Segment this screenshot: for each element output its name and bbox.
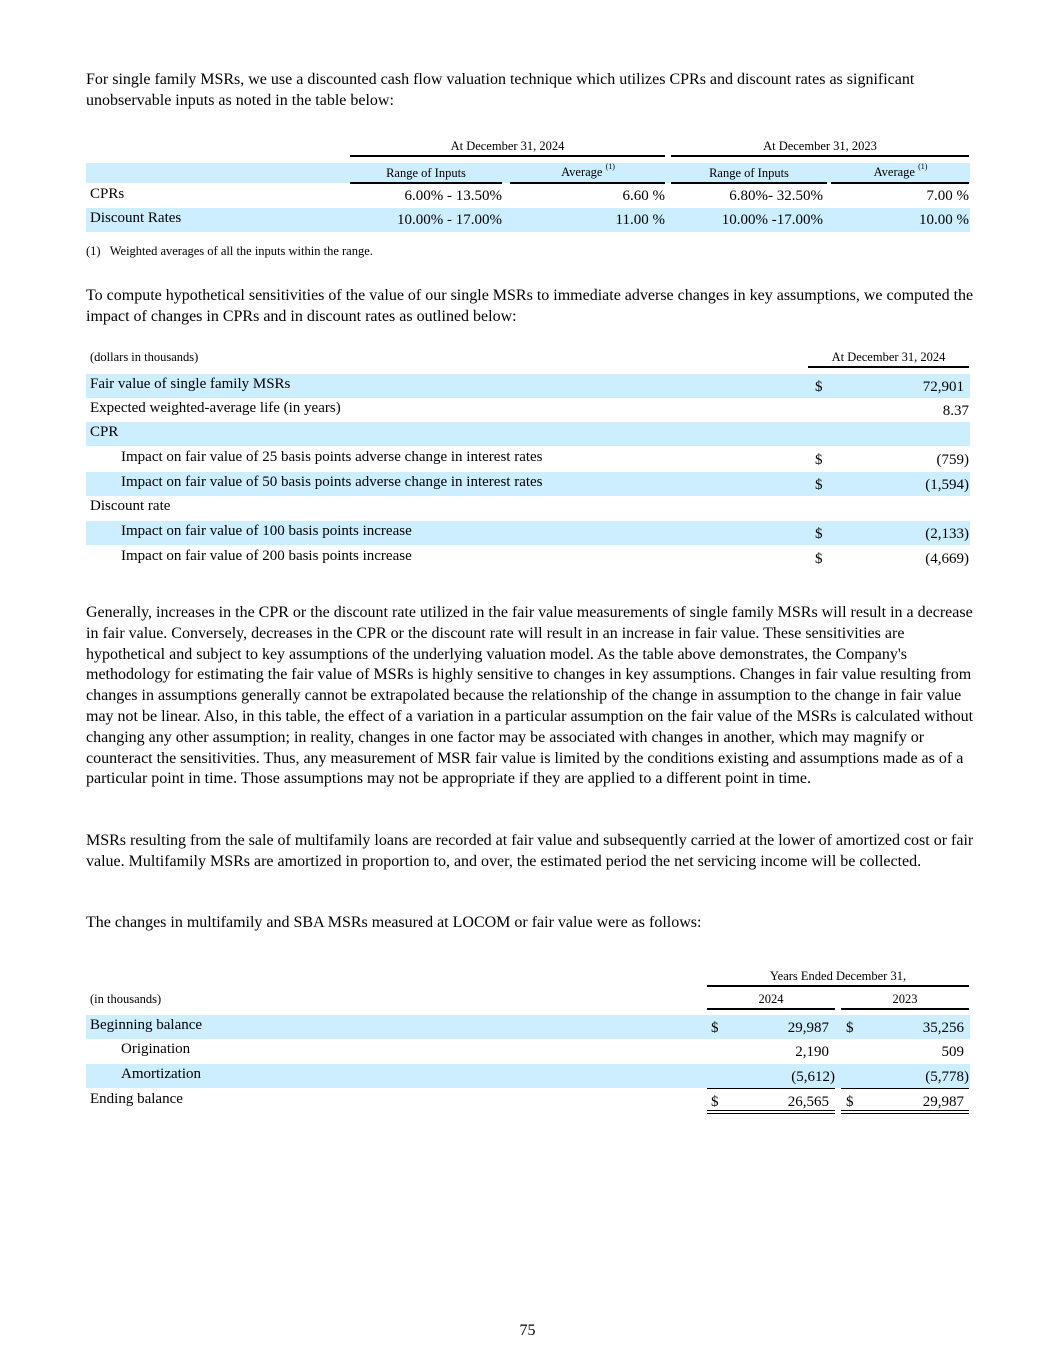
col-range-2024: Range of Inputs xyxy=(386,166,466,180)
currency-symbol: $ xyxy=(815,551,823,567)
general-paragraph: Generally, increases in the CPR or the discount rate utilized in the fair value measurements of single family MSRs will result in a decrease in fair value. Conversely, decreases in the CPR or the discount rate will result in an increase in fair value. These sensitivities are hypothetical and subject to key assumptions of the underlying valuation model. As the table above demonstrates, the Company's methodology for estimating the fair value of MSRs is highly sensitive to changes in key assumptions. Changes in fair value resulting from changes in assumptions generally cannot be extrapolated because the relationship of the change in assumption to the change in fair value may not be linear. Also, in this table, the effect of a variation in a particular assumption on the fair value of the MSRs is calculated without changing any other assumption; in reality, changes in one factor may be associated with changes in another, which may magnify or counteract the sensitivities. Thus, any measurement of MSR fair value is limited by the conditions existing and assumptions made as of a particular point in time. Those assumptions may not be appropriate if they are applied to a different point in time. xyxy=(86,604,974,788)
average-2023: 7.00 % xyxy=(926,188,969,204)
table-row xyxy=(86,472,970,496)
row-value: (4,669) xyxy=(925,551,969,567)
column-header: At December 31, 2024 xyxy=(831,350,946,364)
table-row xyxy=(86,1064,970,1088)
col-average-2023: Average $^{(1)}$ xyxy=(873,162,928,179)
value-2024: 29,987 xyxy=(787,1020,829,1036)
range-2024: 6.00% - 13.50% xyxy=(404,188,502,204)
row-label: Impact on fair value of 100 basis points increase xyxy=(121,523,412,539)
footnote: (1) Weighted averages of all the inputs within the range. xyxy=(86,244,373,258)
page-number: 75 xyxy=(519,1322,536,1339)
column-header-row xyxy=(86,163,970,183)
row-label: Expected weighted-average life (in years) xyxy=(90,400,341,416)
average-2023: 10.00 % xyxy=(919,212,969,228)
currency-symbol: $ xyxy=(815,379,823,395)
period-header: Years Ended December 31, xyxy=(769,969,907,983)
col-average-2024: Average $^{(1)}$ xyxy=(561,162,615,179)
value-2024: 26,565 xyxy=(787,1094,829,1110)
table-row xyxy=(86,184,970,208)
row-label: CPRs xyxy=(90,186,125,202)
table-row xyxy=(86,374,970,398)
row-label: Amortization xyxy=(121,1066,201,1082)
section-label: Discount rate xyxy=(90,498,171,514)
range-2023: 6.80%- 32.50% xyxy=(729,188,823,204)
header-rule xyxy=(808,366,969,368)
currency-symbol: $ xyxy=(711,1020,719,1036)
header-rule xyxy=(671,155,969,157)
multifamily-paragraph: MSRs resulting from the sale of multifamily loans are recorded at fair value and subsequently carried at the lower of amortized cost or fair value. Multifamily MSRs are amortized in proportion to, and over, the estimated period the net servicing income will be collected. xyxy=(86,832,974,870)
value-2023: 35,256 xyxy=(922,1020,964,1036)
intro-paragraph: For single family MSRs, we use a discounted cash flow valuation technique which utilizes CPRs and discount rates as significant unobservable inputs as noted in the table below: xyxy=(86,71,915,109)
row-value: (1,594) xyxy=(925,477,969,493)
table-row xyxy=(86,208,970,232)
row-value: 8.37 xyxy=(942,403,969,419)
row-value: (759) xyxy=(936,452,969,468)
header-rule xyxy=(707,985,969,987)
total-rule xyxy=(707,1110,835,1111)
total-rule xyxy=(841,1113,969,1114)
range-2024: 10.00% - 17.00% xyxy=(397,212,502,228)
table-row xyxy=(86,1039,970,1063)
range-2023: 10.00% -17.00% xyxy=(721,212,823,228)
row-value: 72,901 xyxy=(922,379,964,395)
value-2023: 29,987 xyxy=(922,1094,964,1110)
row-label: Discount Rates xyxy=(90,210,182,226)
unit-label: (dollars in thousands) xyxy=(90,350,199,364)
year-header-2023: 2023 xyxy=(892,992,918,1006)
currency-symbol: $ xyxy=(846,1094,854,1110)
period-header-2024: At December 31, 2024 xyxy=(450,139,565,153)
table-row xyxy=(86,447,970,471)
value-2024: (5,612) xyxy=(791,1069,835,1085)
value-2024: 2,190 xyxy=(795,1044,829,1060)
table-row xyxy=(86,496,970,520)
row-label: Impact on fair value of 50 basis points adverse change in interest rates xyxy=(121,474,543,490)
table-row xyxy=(86,521,970,545)
sensitivity-paragraph: To compute hypothetical sensitivities of the value of our single MSRs to immediate adverse changes in key assumptions, we computed the impact of changes in CPRs and in discount rates as outlined below: xyxy=(86,287,974,325)
table-row xyxy=(86,1089,970,1113)
value-2023: (5,778) xyxy=(925,1069,969,1085)
year-header-2024: 2024 xyxy=(758,992,784,1006)
row-value: (2,133) xyxy=(925,526,969,542)
row-label: Impact on fair value of 200 basis points increase xyxy=(121,548,412,564)
year-rule xyxy=(841,1008,969,1010)
currency-symbol: $ xyxy=(711,1094,719,1110)
table-row xyxy=(86,1015,970,1039)
unit-label: (in thousands) xyxy=(90,992,162,1006)
table-row xyxy=(86,546,970,570)
row-label: Ending balance xyxy=(90,1091,183,1107)
currency-symbol: $ xyxy=(846,1020,854,1036)
total-rule xyxy=(707,1113,835,1114)
row-label: Impact on fair value of 25 basis points adverse change in interest rates xyxy=(121,449,543,465)
col-range-2023: Range of Inputs xyxy=(709,166,789,180)
total-rule xyxy=(841,1110,969,1111)
header-rule xyxy=(350,155,665,157)
table-row xyxy=(86,398,970,422)
currency-symbol: $ xyxy=(815,452,823,468)
average-2024: 11.00 % xyxy=(615,212,665,228)
average-2024: 6.60 % xyxy=(622,188,665,204)
value-2023: 509 xyxy=(941,1044,964,1060)
table-row xyxy=(86,422,970,446)
currency-symbol: $ xyxy=(815,477,823,493)
row-label: Beginning balance xyxy=(90,1017,203,1033)
row-label: Origination xyxy=(121,1041,191,1057)
row-label: Fair value of single family MSRs xyxy=(90,376,291,392)
year-rule xyxy=(707,1008,835,1010)
changes-paragraph: The changes in multifamily and SBA MSRs measured at LOCOM or fair value were as follows: xyxy=(86,914,702,931)
period-header-2023: At December 31, 2023 xyxy=(763,139,877,153)
currency-symbol: $ xyxy=(815,526,823,542)
section-label: CPR xyxy=(90,424,119,440)
